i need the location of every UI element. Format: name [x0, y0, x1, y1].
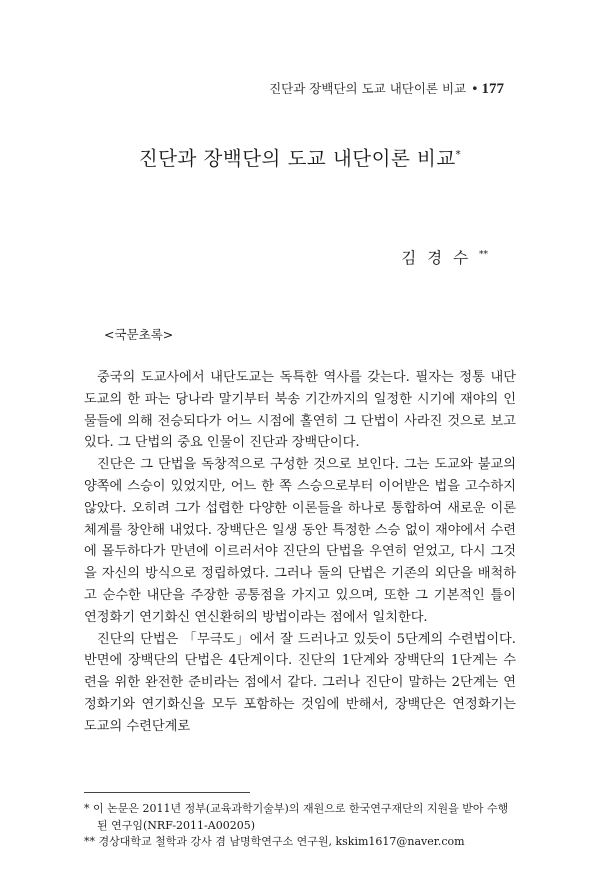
page-number: 177: [481, 81, 504, 97]
author: [401, 246, 488, 268]
paragraph: 중국의 도교사에서 내단도교는 독특한 역사를 갖는다. 필자는 정통 내단도교의 한 파는 당나라 말기부터 북송 기간까지의 일정한 시기에 재야의 인물들에 의해 전승되다가 어느 시점에 홀연히 그 단법이 사라진 것으로 보고 있다. 그 단법의 중요 인물이 진단과 장백단이다.: [84, 370, 516, 451]
abstract-label: <국문초록>: [104, 327, 174, 342]
running-header: [269, 79, 504, 98]
paragraph: 진단은 그 단법을 독창적으로 구성한 것으로 보인다. 그는 도교와 불교의 양쪽에 스승이 있었지만, 어느 한 쪽 스승으로부터 이어받은 법을 고수하지 않았다. 오히려 그가 섭렵한 다양한 이론들을 하나로 통합하여 새로운 이론체계를 창안해 내었다. 장백단은 일생 동안 특정한 스승 없이 재야에서 수련에 몰두하다가 만년에 이르러서야 진단의 단법을 우연히 얻었고, 다시 그것을 자신의 방식으로 정립하였다. 그러나 둘의 단법은 기존의 외단을 배척하고 순수한 내단을 주장한 공통점을 가지고 있으며, 또한 그 기본적인 틀이 연정화기 연기화신 연신환허의 방법이라는 점에서 일치한다.: [84, 457, 516, 625]
footnote-divider: [84, 792, 250, 793]
abstract-body: [84, 367, 516, 738]
title-footnote-marker: *: [455, 149, 462, 161]
article-title: [0, 143, 600, 171]
footnote: ** 경상대학교 철학과 강사 겸 남명학연구소 연구원, kskim1617@naver.com: [84, 835, 465, 848]
author-footnote-marker: **: [479, 249, 488, 260]
paragraph: 진단의 단법은 「무극도」에서 잘 드러나고 있듯이 5단계의 수련법이다. 반면에 장백단의 단법은 4단계이다. 진단의 1단계와 장백단의 1단계는 수련을 위한 완전한 준비라는 점에서 같다. 그러나 진단이 말하는 2단계는 연정화기와 연기화신을 모두 포함하는 것임에 반해서, 장백단은 연정화기는 도교의 수련단계로: [84, 631, 516, 734]
running-header-bullet: •: [471, 81, 479, 96]
footnotes: [84, 801, 516, 851]
footnote: * 이 논문은 2011년 정부(교육과학기술부)의 재원으로 한국연구재단의 지원을 받아 수행된 연구임(NRF-2011-A00205): [84, 802, 509, 832]
running-header-title: 진단과 장백단의 도교 내단이론 비교: [269, 81, 467, 96]
article-title-text: 진단과 장백단의 도교 내단이론 비교: [138, 147, 456, 170]
author-name: 김 경 수: [401, 249, 472, 267]
